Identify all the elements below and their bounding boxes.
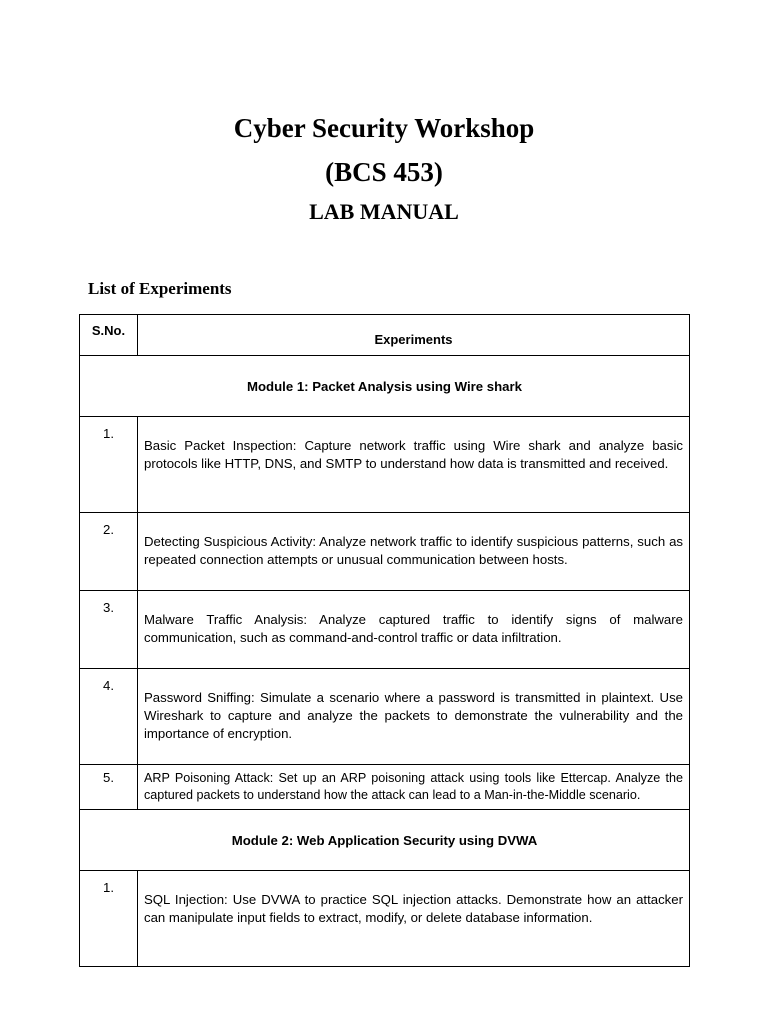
header-sno: S.No. — [80, 315, 138, 356]
document-subtitle: LAB MANUAL — [309, 199, 459, 224]
table-row — [80, 669, 690, 765]
table-row — [80, 417, 690, 513]
table-row — [80, 871, 690, 967]
header-experiments: Experiments — [138, 315, 690, 356]
table-header-row — [80, 315, 690, 356]
row-sno: 1. — [80, 871, 138, 967]
row-experiment: Password Sniffing: Simulate a scenario where a password is transmitted in plaintext. Use Wireshark to capture and analyze the packets to demonstrate the vulnerability and the importance of encryption. — [138, 669, 690, 765]
row-experiment: SQL Injection: Use DVWA to practice SQL injection attacks. Demonstrate how an attacker can manipulate input fields to extract, modify, or delete database information. — [138, 871, 690, 967]
table-row — [80, 765, 690, 810]
row-experiment: Malware Traffic Analysis: Analyze captured traffic to identify signs of malware communication, such as command-and-control traffic or data infiltration. — [138, 591, 690, 669]
module-row — [80, 810, 690, 871]
row-experiment: ARP Poisoning Attack: Set up an ARP poisoning attack using tools like Ettercap. Analyze the captured packets to understand how the attack can lead to a Man-in-the-Middle scenario. — [138, 765, 690, 810]
row-sno: 4. — [80, 669, 138, 765]
course-code: (BCS 453) — [325, 157, 443, 187]
document-title: Cyber Security Workshop — [233, 113, 535, 143]
row-sno: 1. — [80, 417, 138, 513]
module-title: Module 2: Web Application Security using DVWA — [80, 810, 690, 871]
section-heading: List of Experiments — [88, 279, 232, 298]
row-sno: 2. — [80, 513, 138, 591]
module-row — [80, 356, 690, 417]
table-row — [80, 513, 690, 591]
experiments-table — [79, 314, 690, 967]
row-sno: 5. — [80, 765, 138, 810]
row-experiment: Detecting Suspicious Activity: Analyze network traffic to identify suspicious patterns, such as repeated connection attempts or unusual communication between hosts. — [138, 513, 690, 591]
table-row — [80, 591, 690, 669]
module-title: Module 1: Packet Analysis using Wire shark — [80, 356, 690, 417]
row-sno: 3. — [80, 591, 138, 669]
row-experiment: Basic Packet Inspection: Capture network traffic using Wire shark and analyze basic protocols like HTTP, DNS, and SMTP to understand how data is transmitted and received. — [138, 417, 690, 513]
